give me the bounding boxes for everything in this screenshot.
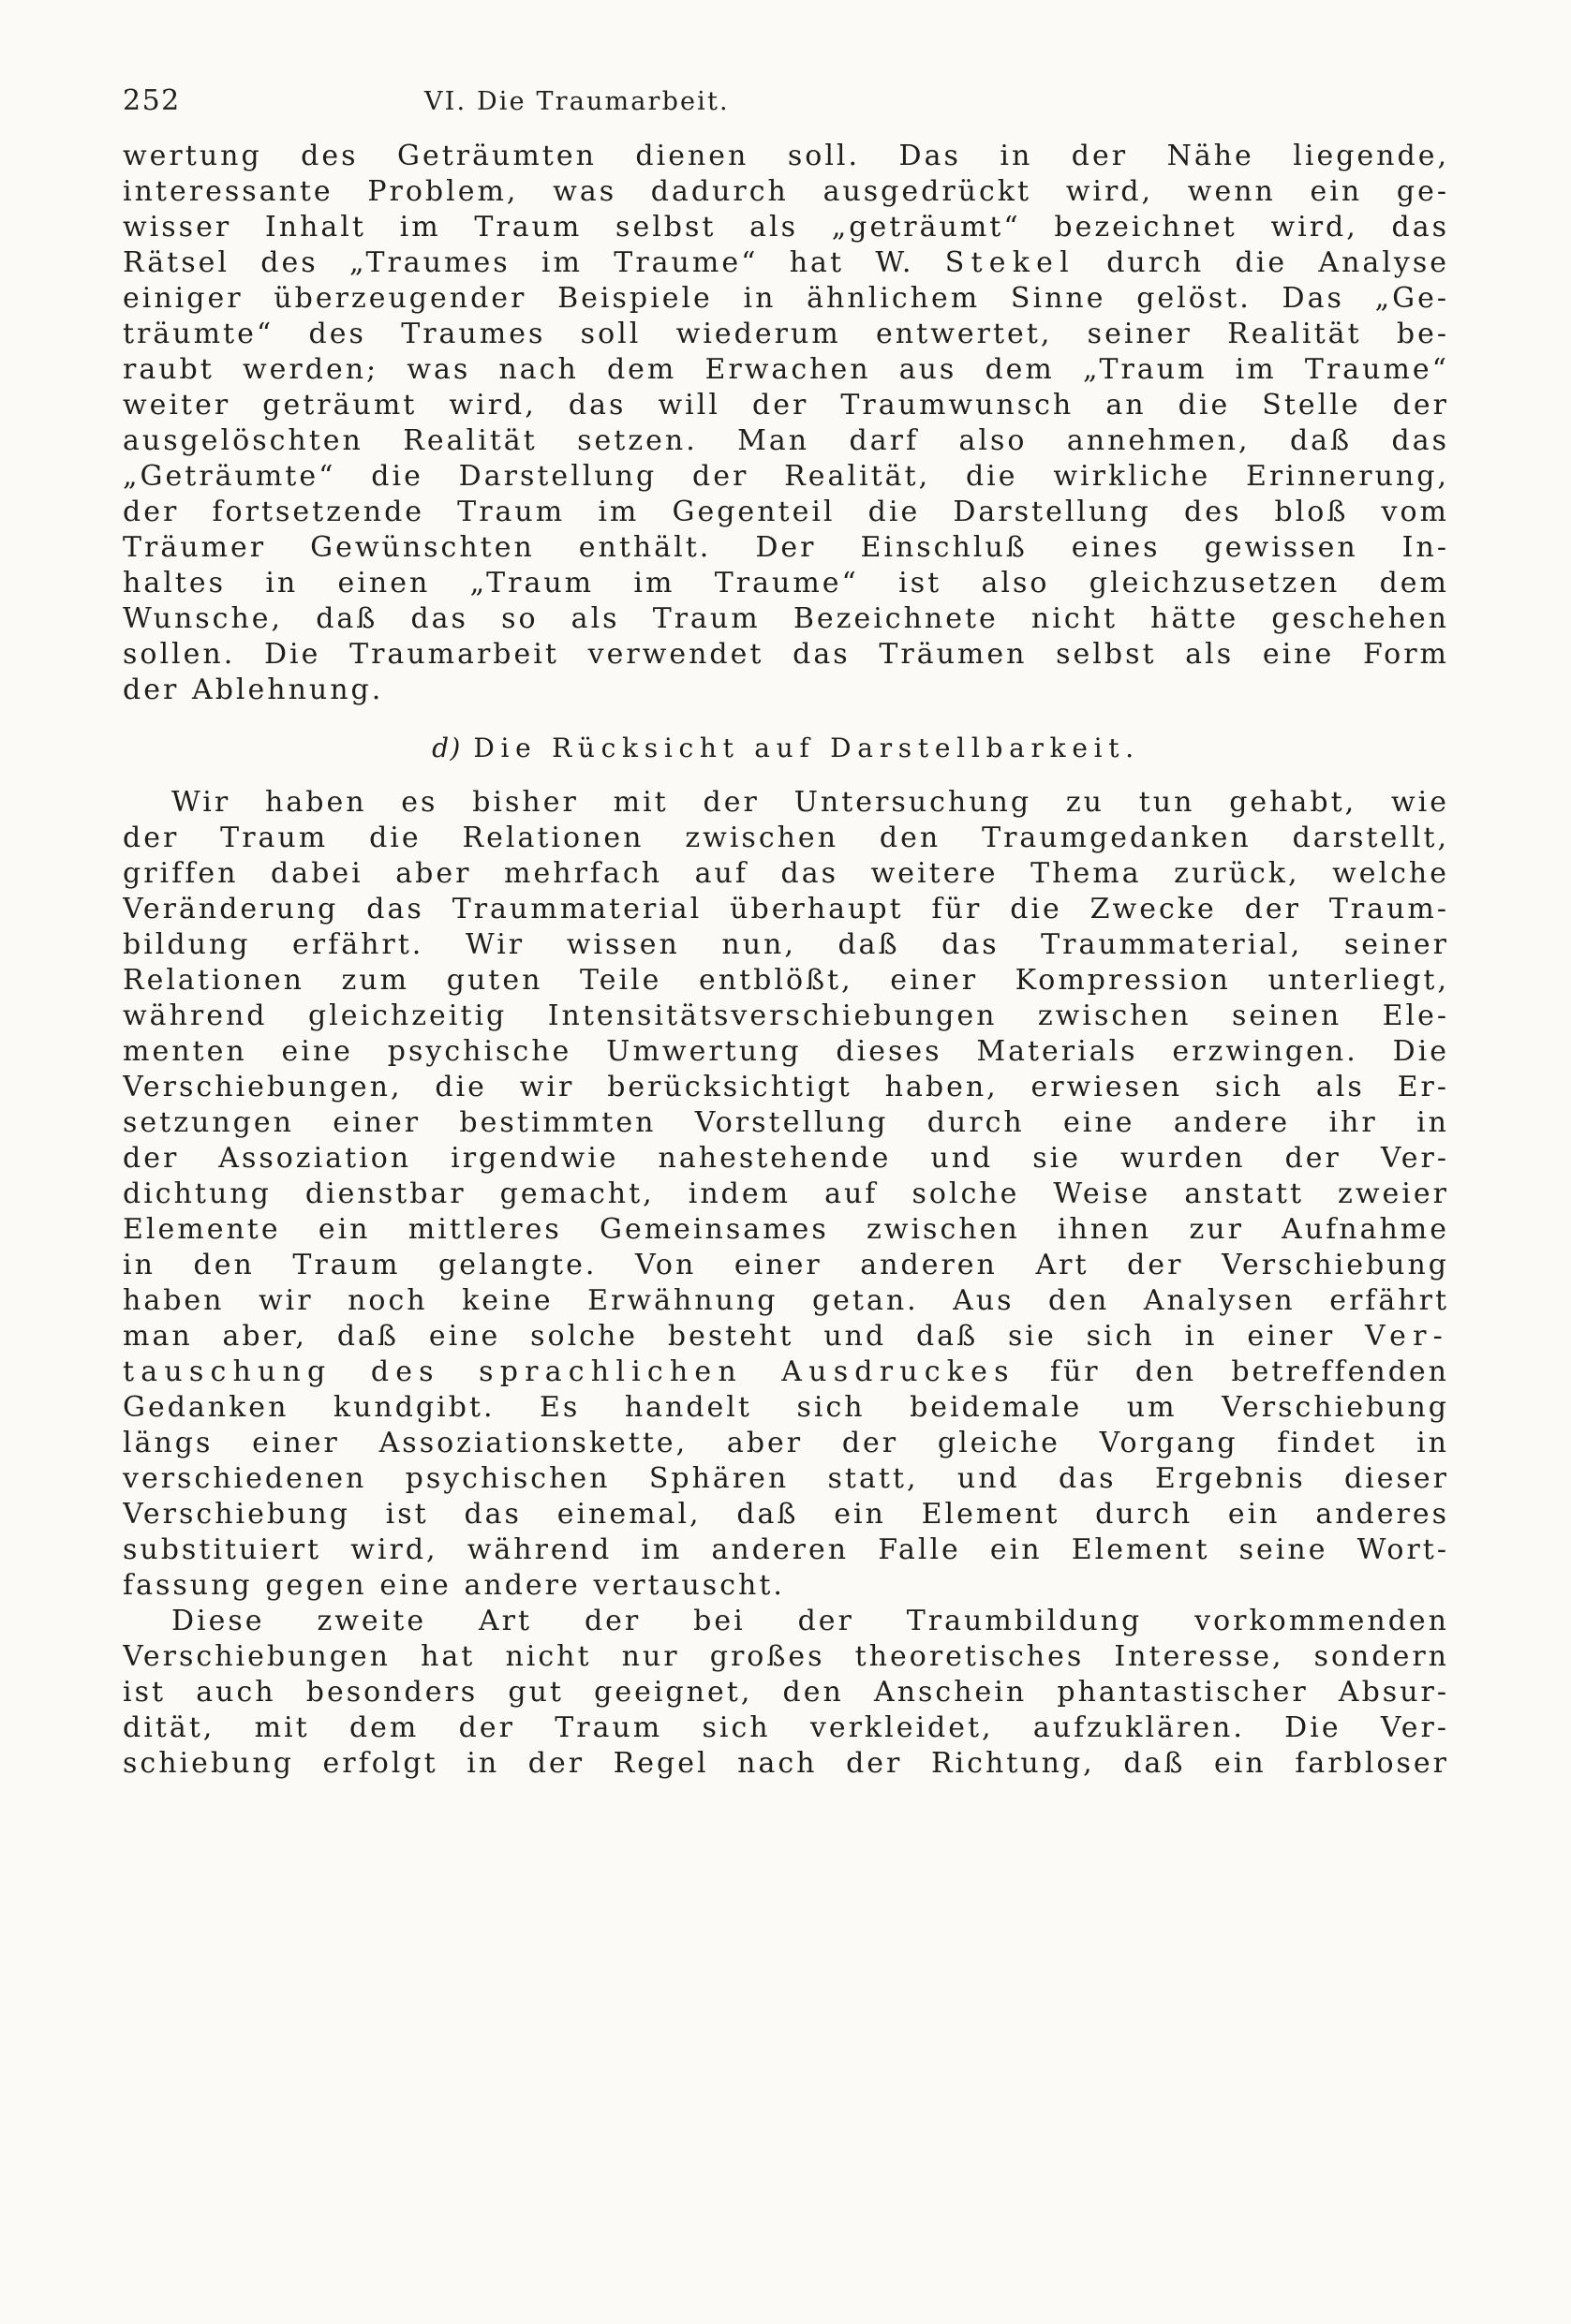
text-line: der Traum die Relationen zwischen den Traumgedanken darstellt, bbox=[123, 822, 1449, 854]
text-line bbox=[123, 245, 1449, 281]
text-line: wertung des Geträumten dienen soll. Das in der Nähe liegende, bbox=[123, 140, 1449, 172]
text-line: weiter geträumt wird, das will der Traumwunsch an die Stelle der bbox=[123, 389, 1449, 422]
paragraph-2 bbox=[123, 785, 1449, 1604]
text-line: dichtung dienstbar gemacht, indem auf solche Weise anstatt zweier bbox=[123, 1177, 1449, 1210]
text-line: Verschiebungen, die wir berücksichtigt haben, erwiesen sich als Er- bbox=[123, 1071, 1449, 1103]
text-run: für den betreffenden bbox=[1015, 1355, 1449, 1388]
text-line: ist auch besonders gut geeignet, den Anschein phantastischer Absur- bbox=[123, 1676, 1449, 1709]
text-line: der Ablehnung. bbox=[123, 674, 384, 706]
text-line: Verschiebungen hat nicht nur großes theoretisches Interesse, sondern bbox=[123, 1640, 1449, 1673]
text-line: Wir haben es bisher mit der Untersuchung zu tun gehabt, wie bbox=[171, 786, 1449, 819]
text-line: haben wir noch keine Erwähnung getan. Aus den Analysen erfährt bbox=[123, 1284, 1449, 1317]
text-line bbox=[123, 1354, 1449, 1390]
heading-letter: d) bbox=[432, 733, 462, 763]
text-line: Verschiebung ist das einemal, daß ein Element durch ein anderes bbox=[123, 1498, 1449, 1531]
text-line: dität, mit dem der Traum sich verkleidet, aufzuklären. Die Ver- bbox=[123, 1711, 1449, 1744]
text-line: der Assoziation irgendwie nahestehende und sie wurden der Ver- bbox=[123, 1142, 1449, 1175]
text-line: substituiert wird, während im anderen Falle ein Element seine Wort- bbox=[123, 1533, 1449, 1566]
running-head: VI. Die Traumarbeit. bbox=[424, 87, 730, 116]
text-line: fassung gegen eine andere vertauscht. bbox=[123, 1569, 785, 1602]
text-line: während gleichzeitig Intensitätsverschiebungen zwischen seinen Ele- bbox=[123, 999, 1449, 1032]
text-line: Träumer Gewünschten enthält. Der Einschluß eines gewissen In- bbox=[123, 531, 1449, 564]
body-text bbox=[123, 139, 1449, 1782]
text-line: menten eine psychische Umwertung dieses Materials erzwingen. Die bbox=[123, 1035, 1449, 1068]
text-line: der fortsetzende Traum im Gegenteil die Darstellung des bloß vom bbox=[123, 496, 1449, 528]
paragraph-1 bbox=[123, 139, 1449, 708]
text-line: haltes in einen „Traum im Traume“ ist also gleichzusetzen dem bbox=[123, 567, 1449, 600]
emphasized-text: tauschung des sprachlichen Ausdruckes bbox=[123, 1355, 1015, 1388]
text-line: Wunsche, daß das so als Traum Bezeichnete nicht hätte geschehen bbox=[123, 602, 1449, 635]
text-line: schiebung erfolgt in der Regel nach der Richtung, daß ein farbloser bbox=[123, 1747, 1449, 1780]
page-number: 252 bbox=[123, 84, 181, 117]
text-line: raubt werden; was nach dem Erwachen aus dem „Traum im Traume“ bbox=[123, 353, 1449, 386]
text-run: man aber, daß eine solche besteht und daß sie sich in einer bbox=[123, 1320, 1366, 1353]
emphasized-name: Stekel bbox=[944, 246, 1075, 279]
text-line: in den Traum gelangte. Von einer anderen Art der Verschiebung bbox=[123, 1249, 1449, 1281]
emphasized-text: Ver- bbox=[1365, 1320, 1449, 1353]
text-line: Veränderung das Traummaterial überhaupt für die Zwecke der Traum- bbox=[123, 893, 1449, 925]
heading-title: Die Rücksicht auf Darstellbarkeit. bbox=[473, 733, 1140, 763]
text-line: Gedanken kundgibt. Es handelt sich beidemale um Verschiebung bbox=[123, 1391, 1449, 1424]
text-line: griffen dabei aber mehrfach auf das weitere Thema zurück, welche bbox=[123, 857, 1449, 890]
text-line: „Geträumte“ die Darstellung der Realität, die wirkliche Erinnerung, bbox=[123, 460, 1449, 493]
text-line: einiger überzeugender Beispiele in ähnlichem Sinne gelöst. Das „Ge- bbox=[123, 282, 1449, 315]
text-line: längs einer Assoziationskette, aber der gleiche Vorgang findet in bbox=[123, 1427, 1449, 1459]
text-run: durch die Analyse bbox=[1075, 246, 1449, 279]
text-line: bildung erfährt. Wir wissen nun, daß das Traummaterial, seiner bbox=[123, 928, 1449, 961]
text-line: sollen. Die Traumarbeit verwendet das Träumen selbst als eine Form bbox=[123, 638, 1449, 671]
text-line: interessante Problem, was dadurch ausgedrückt wird, wenn ein ge- bbox=[123, 175, 1449, 208]
text-line bbox=[123, 1319, 1449, 1354]
paragraph-3 bbox=[123, 1604, 1449, 1782]
text-line: wisser Inhalt im Traum selbst als „geträumt“ bezeichnet wird, das bbox=[123, 211, 1449, 244]
text-line: Elemente ein mittleres Gemeinsames zwischen ihnen zur Aufnahme bbox=[123, 1213, 1449, 1246]
text-run: Rätsel des „Traumes im Traume“ hat W. bbox=[123, 246, 945, 279]
text-line: Relationen zum guten Teile entblößt, einer Kompression unterliegt, bbox=[123, 964, 1449, 997]
section-heading bbox=[123, 731, 1449, 766]
text-line: träumte“ des Traumes soll wiederum entwertet, seiner Realität be- bbox=[123, 318, 1449, 350]
text-line: setzungen einer bestimmten Vorstellung durch eine andere ihr in bbox=[123, 1106, 1449, 1139]
text-line: verschiedenen psychischen Sphären statt, und das Ergebnis dieser bbox=[123, 1462, 1449, 1495]
text-line: Diese zweite Art der bei der Traumbildung vorkommenden bbox=[171, 1605, 1449, 1637]
text-block bbox=[123, 84, 1449, 1782]
text-line: ausgelöschten Realität setzen. Man darf also annehmen, daß das bbox=[123, 424, 1449, 457]
page-header bbox=[123, 84, 1449, 122]
